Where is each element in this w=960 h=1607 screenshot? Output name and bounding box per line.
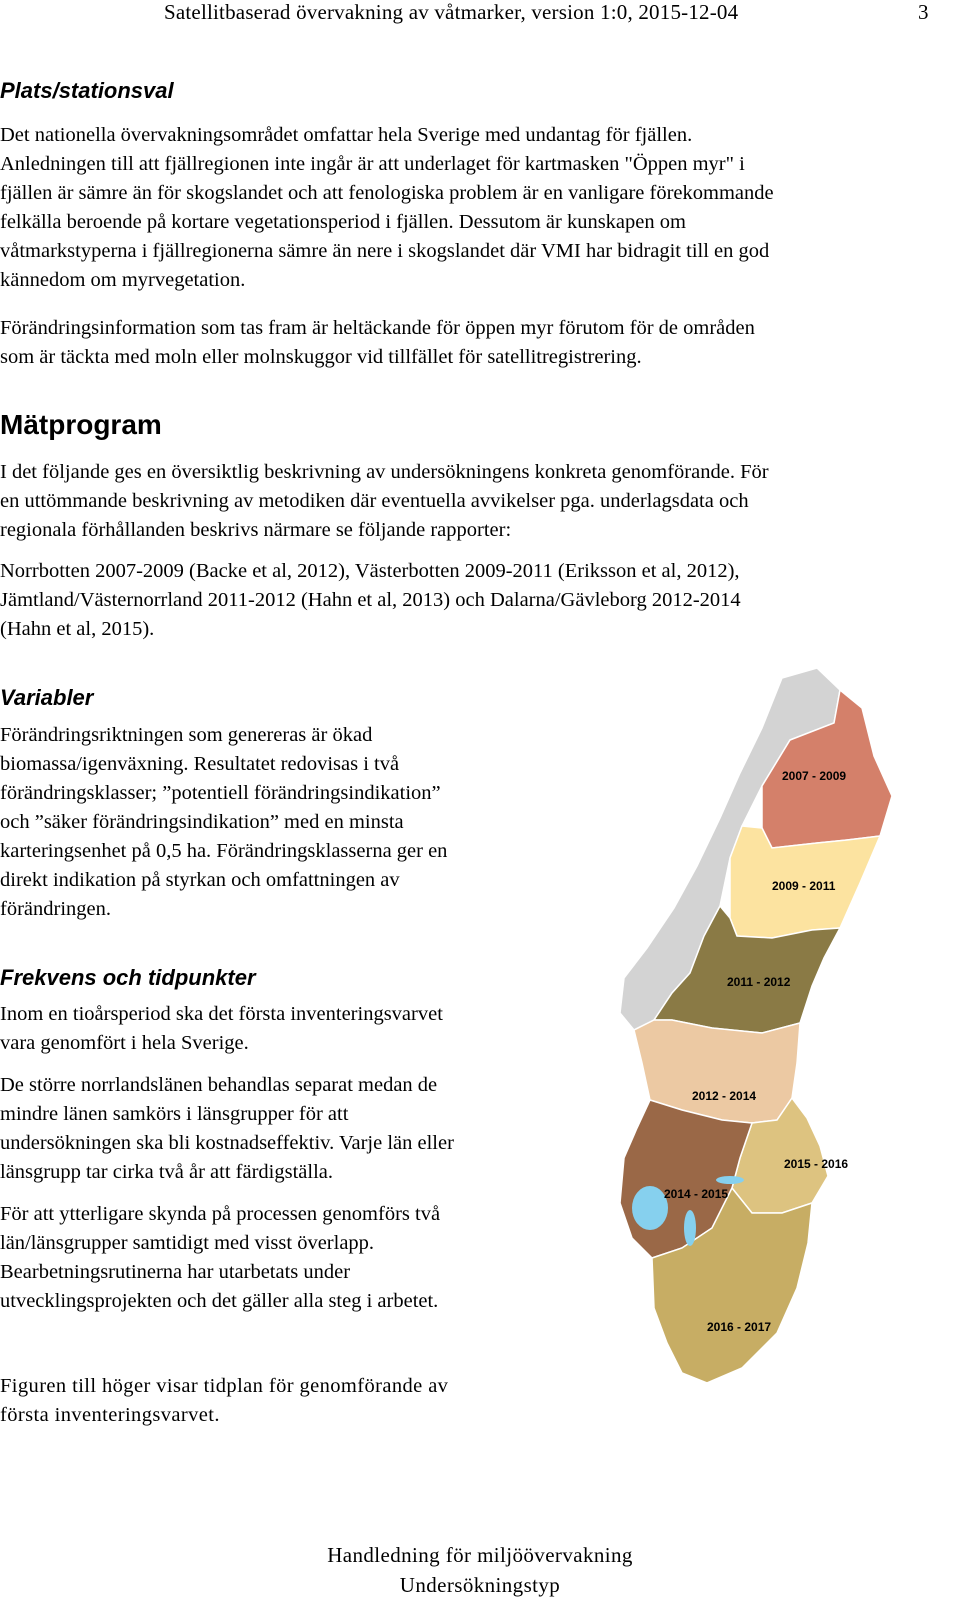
matprogram-paragraph-1 [0, 458, 769, 545]
text-line: Förändringsinformation som tas fram är heltäckande för öppen myr förutom för de områden [0, 317, 755, 339]
plats-paragraph-1 [0, 121, 774, 295]
text-line: Bearbetningsrutinerna har utarbetats under [0, 1261, 351, 1283]
text-line: utvecklingsprojekten och det gäller alla steg i arbetet. [0, 1290, 439, 1312]
text-line: förändringsklasser; ”potentiell förändringsindikation” [0, 782, 441, 804]
text-line: undersökningen ska bli kostnadseffektiv. Varje län eller [0, 1132, 454, 1154]
heading-variabler: Variabler [0, 685, 94, 710]
text-line: län/länsgrupper samtidigt med visst överlapp. [0, 1232, 375, 1254]
map-label: 2009 - 2011 [772, 879, 836, 893]
frekvens-paragraph-1 [0, 1000, 443, 1058]
text-line: länsgrupp tar cirka två år att färdigställa. [0, 1161, 333, 1183]
text-line: Det nationella övervakningsområdet omfattar hela Sverige med undantag för fjällen. [0, 124, 693, 146]
text-line: biomassa/igenväxning. Resultatet redovisas i två [0, 753, 400, 775]
text-line: fjällen är sämre än för skogslandet och att fenologiska problem är en vanligare förekommande [0, 182, 774, 204]
footer-line-1: Handledning för miljöövervakning [327, 1543, 633, 1567]
text-line: karteringsenhet på 0,5 ha. Förändringsklasserna ger en [0, 840, 448, 862]
page-footer [0, 1540, 960, 1600]
text-line: Anledningen till att fjällregionen inte ingår är att underlaget för kartmasken "Öppen myr" i [0, 153, 745, 175]
heading-plats: Plats/stationsval [0, 78, 174, 103]
text-line: felkälla beroende på kortare vegetationsperiod i fjällen. Dessutom är kunskapen om [0, 211, 686, 233]
text-line: direkt indikation på styrkan och omfattningen av [0, 869, 400, 891]
plats-paragraph-2 [0, 314, 755, 372]
text-line: första inventeringsvarvet. [0, 1404, 220, 1426]
text-line: och ”säker förändringsindikation” med en minsta [0, 811, 404, 833]
page-number: 3 [918, 0, 929, 24]
map-label: 2011 - 2012 [727, 975, 791, 989]
text-line: I det följande ges en översiktlig beskrivning av undersökningens konkreta genomförande. För [0, 461, 769, 483]
sweden-timeline-map [612, 668, 908, 1388]
text-line: För att ytterligare skynda på processen genomförs två [0, 1203, 441, 1225]
text-line: Figuren till höger visar tidplan för genomförande av [0, 1375, 449, 1397]
text-line: Inom en tioårsperiod ska det första inventeringsvarvet [0, 1003, 443, 1025]
matprogram-paragraph-2 [0, 557, 741, 644]
text-line: De större norrlandslänen behandlas separat medan de [0, 1074, 438, 1096]
heading-frekvens: Frekvens och tidpunkter [0, 965, 256, 990]
footer-line-2: Undersökningstyp [399, 1573, 561, 1597]
map-label: 2015 - 2016 [784, 1157, 849, 1171]
map-label: 2014 - 2015 [664, 1187, 729, 1201]
text-line: vara genomfört i hela Sverige. [0, 1032, 249, 1054]
text-line: kännedom om myrvegetation. [0, 269, 246, 291]
text-line: våtmarkstyperna i fjällregionerna sämre än nere i skogslandet där VMI har bidragit till en god [0, 240, 770, 262]
text-line: Jämtland/Västernorrland 2011-2012 (Hahn et al, 2013) och Dalarna/Gävleborg 2012-2014 [0, 589, 741, 611]
text-line: regionala förhållanden beskrivs närmare se följande rapporter: [0, 519, 512, 541]
text-line: Norrbotten 2007-2009 (Backe et al, 2012), Västerbotten 2009-2011 (Eriksson et al, 2012), [0, 560, 740, 582]
figure-caption [0, 1372, 448, 1430]
heading-matprogram: Mätprogram [0, 409, 162, 440]
text-line: Förändringsriktningen som genereras är ökad [0, 724, 373, 746]
header-title: Satellitbaserad övervakning av våtmarker, version 1:0, 2015-12-04 [164, 0, 739, 24]
map-label: 2012 - 2014 [692, 1089, 757, 1103]
frekvens-paragraph-2 [0, 1071, 454, 1187]
map-label: 2007 - 2009 [782, 769, 847, 783]
frekvens-paragraph-3 [0, 1200, 440, 1316]
page-header [0, 0, 960, 30]
lake-malaren [716, 1176, 744, 1184]
map-label: 2016 - 2017 [707, 1320, 772, 1334]
text-line: en uttömmande beskrivning av metodiken där eventuella avvikelser pga. underlagsdata och [0, 490, 749, 512]
lake-vanern [632, 1186, 668, 1230]
text-line: förändringen. [0, 898, 111, 920]
text-line: mindre länen samkörs i länsgrupper för att [0, 1103, 349, 1125]
text-line: (Hahn et al, 2015). [0, 618, 155, 640]
lake-vattern [684, 1210, 696, 1246]
variabler-paragraph [0, 721, 447, 924]
text-line: som är täckta med moln eller molnskuggor vid tillfället för satellitregistrering. [0, 346, 642, 368]
